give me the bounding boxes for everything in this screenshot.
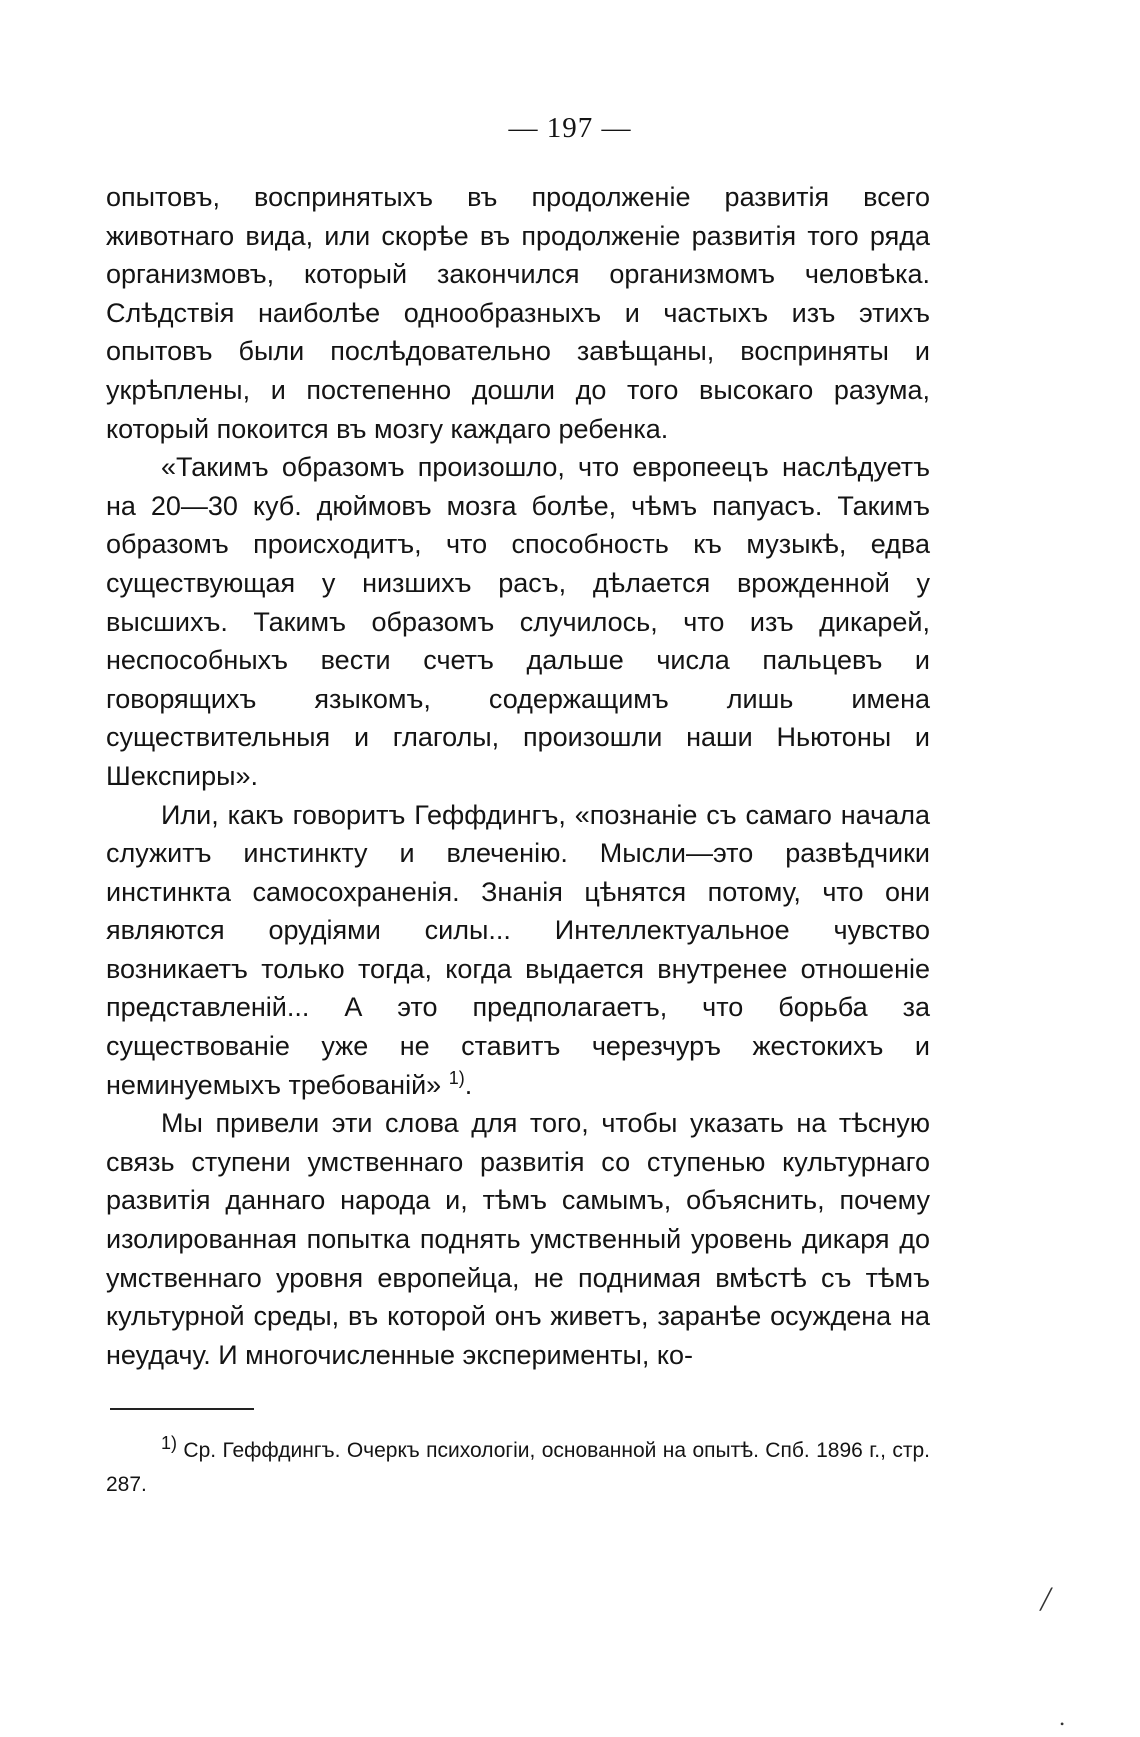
main-text [106,178,930,1374]
footnote-text: Ср. Геффдингъ. Очеркъ психологіи, основанной на опытѣ. Спб. 1896 г., стр. 287. [106,1439,931,1496]
margin-speck-mark: ╱ [1040,1589,1053,1611]
paragraph-2-quote-spencer: «Такимъ образомъ произошло, что европеецъ наслѣдуетъ на 20—30 куб. дюймовъ мозга болѣе, чѣмъ папуасъ. Такимъ образомъ происходитъ, что способность къ музыкѣ, едва существующая у низшихъ расъ, дѣлается врожденной у высшихъ. Такимъ образомъ случилось, что изъ дикарей, неспособныхъ вести счетъ дальше числа пальцевъ и говорящихъ языкомъ, содержащимъ лишь имена существительныя и глаголы, произошли наши Ньютоны и Шекспиры». [106,452,930,791]
page-number: — 197 — [508,112,632,144]
paragraph-3-quote-hoffding: Или, какъ говоритъ Геффдингъ, «познаніе съ самаго начала служитъ инстинкту и влеченію. Мысли—это развѣдчики инстинкта самосохраненія. Знанія цѣнятся потому, что они являются орудіями силы... Интеллектуальное чувство возникаетъ только тогда, когда выдается внутренее отношеніе представленій... А это предполагаетъ, что борьба за существованіе уже не ставитъ черезчуръ жестокихъ и неминуемыхъ требованій» $^{1)}$. [106,799,930,1100]
paragraph-1: опытовъ, воспринятыхъ въ продолженіе развитія всего животнаго вида, или скорѣе въ продолженіе развитія того ряда организмовъ, который закончился организмомъ человѣка. Слѣдствія наиболѣе однообразныхъ и частыхъ изъ этихъ опытовъ были послѣдовательно завѣщаны, восприняты и укрѣплены, и постепенно дошли до того высокаго разума, который покоится въ мозгу каждаго ребенка. [106,182,930,444]
margin-speck-dot: • [1060,1717,1065,1731]
footnote-reference[interactable]: 1) [448,1067,465,1088]
footnote-marker: 1) [161,1433,178,1453]
footnote-divider [110,1408,254,1410]
paragraph-4: Мы привели эти слова для того, чтобы указать на тѣсную связь ступени умственнаго развитія со ступенью культурнаго развитія даннаго народа и, тѣмъ самымъ, объяснить, почему изолированная попытка поднять умственный уровень дикаря до умственнаго уровня европейца, не поднимая вмѣстѣ съ тѣмъ культурной среды, въ которой онъ живетъ, заранѣе осуждена на неудачу. И многочисленные эксперименты, ко- [106,1108,930,1370]
footnote [106,1434,930,1502]
paragraph-3-text: Или, какъ говоритъ Геффдингъ, «познаніе съ самаго начала служитъ инстинкту и влеченію. Мысли—это развѣдчики инстинкта самосохраненія. Знанія цѣнятся потому, что они являются орудіями силы... Интеллектуальное чувство возникаетъ только тогда, когда выдается внутренее отношеніе представленій... А это предполагаетъ, что борьба за существованіе уже не ставитъ черезчуръ жестокихъ и неминуемыхъ требованій» [106,799,930,1100]
